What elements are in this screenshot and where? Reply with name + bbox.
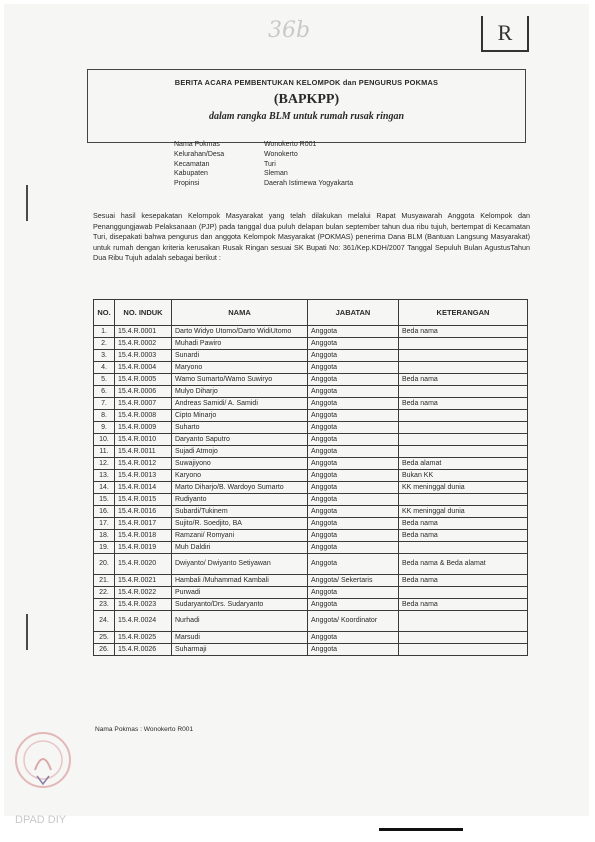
document-code: R — [481, 16, 529, 52]
cell-induk: 15.4.R.0023 — [115, 599, 172, 611]
cell-no: 19. — [94, 542, 115, 554]
table-row — [94, 458, 528, 470]
cell-no: 6. — [94, 386, 115, 398]
cell-no: 26. — [94, 644, 115, 656]
cell-induk: 15.4.R.0015 — [115, 494, 172, 506]
cell-induk: 15.4.R.0014 — [115, 482, 172, 494]
cell-keterangan: KK meninggal dunia — [399, 482, 528, 494]
cell-no: 22. — [94, 587, 115, 599]
table-row — [94, 326, 528, 338]
footer: Nama Pokmas : Wonokerto R001 — [95, 726, 194, 733]
table-row — [94, 374, 528, 386]
cell-nama: Dwiyanto/ Dwiyanto Setiyawan — [172, 554, 308, 575]
cell-nama: Mulyo Diharjo — [172, 386, 308, 398]
table-row — [94, 434, 528, 446]
cell-induk: 15.4.R.0026 — [115, 644, 172, 656]
cell-induk: 15.4.R.0018 — [115, 530, 172, 542]
table-row — [94, 506, 528, 518]
cell-no: 10. — [94, 434, 115, 446]
cell-no: 18. — [94, 530, 115, 542]
table-row — [94, 518, 528, 530]
table-row — [94, 611, 528, 632]
cell-keterangan — [399, 338, 528, 350]
table-row — [94, 644, 528, 656]
cell-no: 17. — [94, 518, 115, 530]
members-table — [93, 299, 528, 656]
cell-no: 13. — [94, 470, 115, 482]
cell-no: 1. — [94, 326, 115, 338]
cell-no: 21. — [94, 575, 115, 587]
cell-no: 12. — [94, 458, 115, 470]
watermark: DPAD DIY — [15, 814, 67, 826]
header-induk: NO. INDUK — [115, 300, 172, 326]
info-block — [174, 140, 353, 189]
cell-keterangan — [399, 542, 528, 554]
cell-nama: Suharto — [172, 422, 308, 434]
table-row — [94, 470, 528, 482]
cell-keterangan — [399, 644, 528, 656]
cell-no: 14. — [94, 482, 115, 494]
table-row — [94, 446, 528, 458]
info-row: Kecamatan Turi — [174, 160, 276, 168]
cell-no: 4. — [94, 362, 115, 374]
cell-jabatan: Anggota — [308, 350, 399, 362]
cell-no: 8. — [94, 410, 115, 422]
cell-jabatan: Anggota — [308, 587, 399, 599]
cell-jabatan: Anggota — [308, 446, 399, 458]
cell-no: 25. — [94, 632, 115, 644]
scan-mark — [379, 828, 463, 831]
cell-keterangan: Bukan KK — [399, 470, 528, 482]
table-row — [94, 494, 528, 506]
cell-no: 7. — [94, 398, 115, 410]
cell-nama: Daryanto Saputro — [172, 434, 308, 446]
table-header-row — [94, 300, 528, 326]
cell-induk: 15.4.R.0004 — [115, 362, 172, 374]
cell-nama: Cipto Minarjo — [172, 410, 308, 422]
cell-no: 24. — [94, 611, 115, 632]
cell-jabatan: Anggota — [308, 434, 399, 446]
cell-keterangan: Beda nama — [399, 518, 528, 530]
info-row: Propinsi Daerah Istimewa Yogyakarta — [174, 180, 354, 188]
cell-induk: 15.4.R.0005 — [115, 374, 172, 386]
cell-no: 16. — [94, 506, 115, 518]
binding-mark — [26, 614, 28, 650]
cell-jabatan: Anggota — [308, 644, 399, 656]
info-row: Nama Pokmas Wonokerto R001 — [174, 141, 317, 148]
cell-keterangan — [399, 362, 528, 374]
intro-paragraph: Sesuai hasil kesepakatan Kelompok Masyarakat yang telah dilakukan melalui Rapat Musyawarah Anggota Kelompok dan Penanggungjawab Pelaksanaan (PJP) pada tanggal dua puluh delapan bulan september tahun dua ribu tujuh, bertempat di Kecamatan Turi, disepakati bahwa pengurus dan anggota Kelompok Masyarakat (POKMAS) penerima Dana BLM (Bantuan Langsung Masyarakat) untuk rumah dengan kriteria kerusakan Rusak Ringan sesuai SK Bupati No: 361/Kep.KDH/2007 Tanggal Sepuluh Bulan AgustusTahun Dua Ribu Tujuh adalah sebagai berikut : — [93, 211, 530, 262]
cell-keterangan: Beda nama — [399, 398, 528, 410]
cell-nama: Marsudi — [172, 632, 308, 644]
cell-jabatan: Anggota — [308, 410, 399, 422]
cell-nama: Marto Diharjo/B. Wardoyo Sumarto — [172, 482, 308, 494]
table-row — [94, 587, 528, 599]
cell-induk: 15.4.R.0024 — [115, 611, 172, 632]
cell-induk: 15.4.R.0016 — [115, 506, 172, 518]
cell-nama: Sudaryanto/Drs. Sudaryanto — [172, 599, 308, 611]
cell-induk: 15.4.R.0002 — [115, 338, 172, 350]
cell-keterangan — [399, 446, 528, 458]
cell-induk: 15.4.R.0009 — [115, 422, 172, 434]
cell-nama: Nurhadi — [172, 611, 308, 632]
cell-keterangan — [399, 587, 528, 599]
cell-nama: Darto Widyo Utomo/Darto WidiUtomo — [172, 326, 308, 338]
cell-jabatan: Anggota — [308, 599, 399, 611]
cell-jabatan: Anggota — [308, 422, 399, 434]
cell-keterangan: Beda nama — [399, 374, 528, 386]
title-line-1: BERITA ACARA PEMBENTUKAN KELOMPOK dan PENGURUS POKMAS — [174, 78, 439, 87]
info-row: Kabupaten Sleman — [174, 170, 288, 178]
table-row — [94, 386, 528, 398]
binding-mark — [26, 185, 28, 221]
cell-induk: 15.4.R.0025 — [115, 632, 172, 644]
table-row — [94, 542, 528, 554]
cell-jabatan: Anggota — [308, 362, 399, 374]
table-row — [94, 350, 528, 362]
cell-induk: 15.4.R.0020 — [115, 554, 172, 575]
table-body — [94, 326, 528, 656]
footer-label: Nama Pokmas — [95, 726, 139, 733]
cell-induk: 15.4.R.0008 — [115, 410, 172, 422]
cell-nama: Muhadi Pawiro — [172, 338, 308, 350]
table-row — [94, 362, 528, 374]
handwritten-number: 36b — [268, 18, 311, 43]
cell-nama: Subardi/Tukinem — [172, 506, 308, 518]
cell-nama: Muh Daldiri — [172, 542, 308, 554]
cell-keterangan — [399, 434, 528, 446]
cell-nama: Andreas Samidi/ A. Samidi — [172, 398, 308, 410]
cell-keterangan: Beda nama — [399, 575, 528, 587]
cell-jabatan: Anggota — [308, 386, 399, 398]
archive-seal-icon — [13, 730, 73, 790]
table-row — [94, 398, 528, 410]
table-row — [94, 422, 528, 434]
title-box — [87, 69, 526, 143]
cell-keterangan: KK meninggal dunia — [399, 506, 528, 518]
table-row — [94, 482, 528, 494]
cell-nama: Sunardi — [172, 350, 308, 362]
cell-jabatan: Anggota — [308, 458, 399, 470]
cell-induk: 15.4.R.0017 — [115, 518, 172, 530]
cell-induk: 15.4.R.0001 — [115, 326, 172, 338]
cell-nama: Rudiyanto — [172, 494, 308, 506]
cell-jabatan: Anggota/ Sekertaris — [308, 575, 399, 587]
cell-keterangan: Beda alamat — [399, 458, 528, 470]
info-row: Kelurahan/Desa Wonokerto — [174, 150, 298, 158]
cell-nama: Karyono — [172, 470, 308, 482]
cell-keterangan: Beda nama & Beda alamat — [399, 554, 528, 575]
cell-no: 5. — [94, 374, 115, 386]
footer-value: Wonokerto R001 — [143, 726, 194, 733]
cell-nama: Sujito/R. Soedjito, BA — [172, 518, 308, 530]
cell-keterangan — [399, 422, 528, 434]
cell-keterangan — [399, 611, 528, 632]
cell-nama: Sujadi Atmojo — [172, 446, 308, 458]
cell-jabatan: Anggota — [308, 374, 399, 386]
cell-no: 2. — [94, 338, 115, 350]
table-row — [94, 575, 528, 587]
cell-nama: Hambali /Muhammad Kambali — [172, 575, 308, 587]
cell-no: 9. — [94, 422, 115, 434]
header-nama: NAMA — [172, 300, 308, 326]
cell-jabatan: Anggota — [308, 398, 399, 410]
cell-jabatan: Anggota — [308, 338, 399, 350]
cell-keterangan: Beda nama — [399, 326, 528, 338]
cell-jabatan: Anggota — [308, 632, 399, 644]
cell-nama: Maryono — [172, 362, 308, 374]
cell-jabatan: Anggota — [308, 530, 399, 542]
cell-no: 3. — [94, 350, 115, 362]
cell-no: 23. — [94, 599, 115, 611]
table-row — [94, 338, 528, 350]
cell-induk: 15.4.R.0012 — [115, 458, 172, 470]
table-row — [94, 530, 528, 542]
header-no: NO. — [94, 300, 115, 326]
cell-keterangan — [399, 410, 528, 422]
cell-jabatan: Anggota — [308, 554, 399, 575]
table-row — [94, 599, 528, 611]
cell-jabatan: Anggota — [308, 470, 399, 482]
cell-jabatan: Anggota — [308, 518, 399, 530]
cell-induk: 15.4.R.0011 — [115, 446, 172, 458]
cell-nama: Wamo Sumarto/Wamo Suwiryo — [172, 374, 308, 386]
cell-jabatan: Anggota — [308, 494, 399, 506]
cell-nama: Purwadi — [172, 587, 308, 599]
cell-keterangan — [399, 494, 528, 506]
cell-nama: Suwajiyono — [172, 458, 308, 470]
cell-jabatan: Anggota/ Koordinator — [308, 611, 399, 632]
title-line-2: (BAPKPP) — [273, 92, 340, 107]
cell-induk: 15.4.R.0003 — [115, 350, 172, 362]
cell-no: 15. — [94, 494, 115, 506]
cell-keterangan — [399, 386, 528, 398]
cell-keterangan: Beda nama — [399, 530, 528, 542]
cell-jabatan: Anggota — [308, 506, 399, 518]
cell-induk: 15.4.R.0013 — [115, 470, 172, 482]
cell-keterangan: Beda nama — [399, 599, 528, 611]
table-row — [94, 554, 528, 575]
header-keterangan: KETERANGAN — [399, 300, 528, 326]
header-jabatan: JABATAN — [308, 300, 399, 326]
cell-jabatan: Anggota — [308, 482, 399, 494]
cell-keterangan — [399, 350, 528, 362]
cell-induk: 15.4.R.0007 — [115, 398, 172, 410]
cell-induk: 15.4.R.0010 — [115, 434, 172, 446]
cell-jabatan: Anggota — [308, 326, 399, 338]
title-line-3: dalam rangka BLM untuk rumah rusak ringan — [208, 111, 405, 122]
cell-induk: 15.4.R.0022 — [115, 587, 172, 599]
cell-keterangan — [399, 632, 528, 644]
cell-nama: Suharmaji — [172, 644, 308, 656]
cell-induk: 15.4.R.0006 — [115, 386, 172, 398]
cell-nama: Ramzani/ Romyani — [172, 530, 308, 542]
cell-jabatan: Anggota — [308, 542, 399, 554]
cell-no: 11. — [94, 446, 115, 458]
cell-induk: 15.4.R.0019 — [115, 542, 172, 554]
cell-induk: 15.4.R.0021 — [115, 575, 172, 587]
table-row — [94, 632, 528, 644]
cell-no: 20. — [94, 554, 115, 575]
table-row — [94, 410, 528, 422]
